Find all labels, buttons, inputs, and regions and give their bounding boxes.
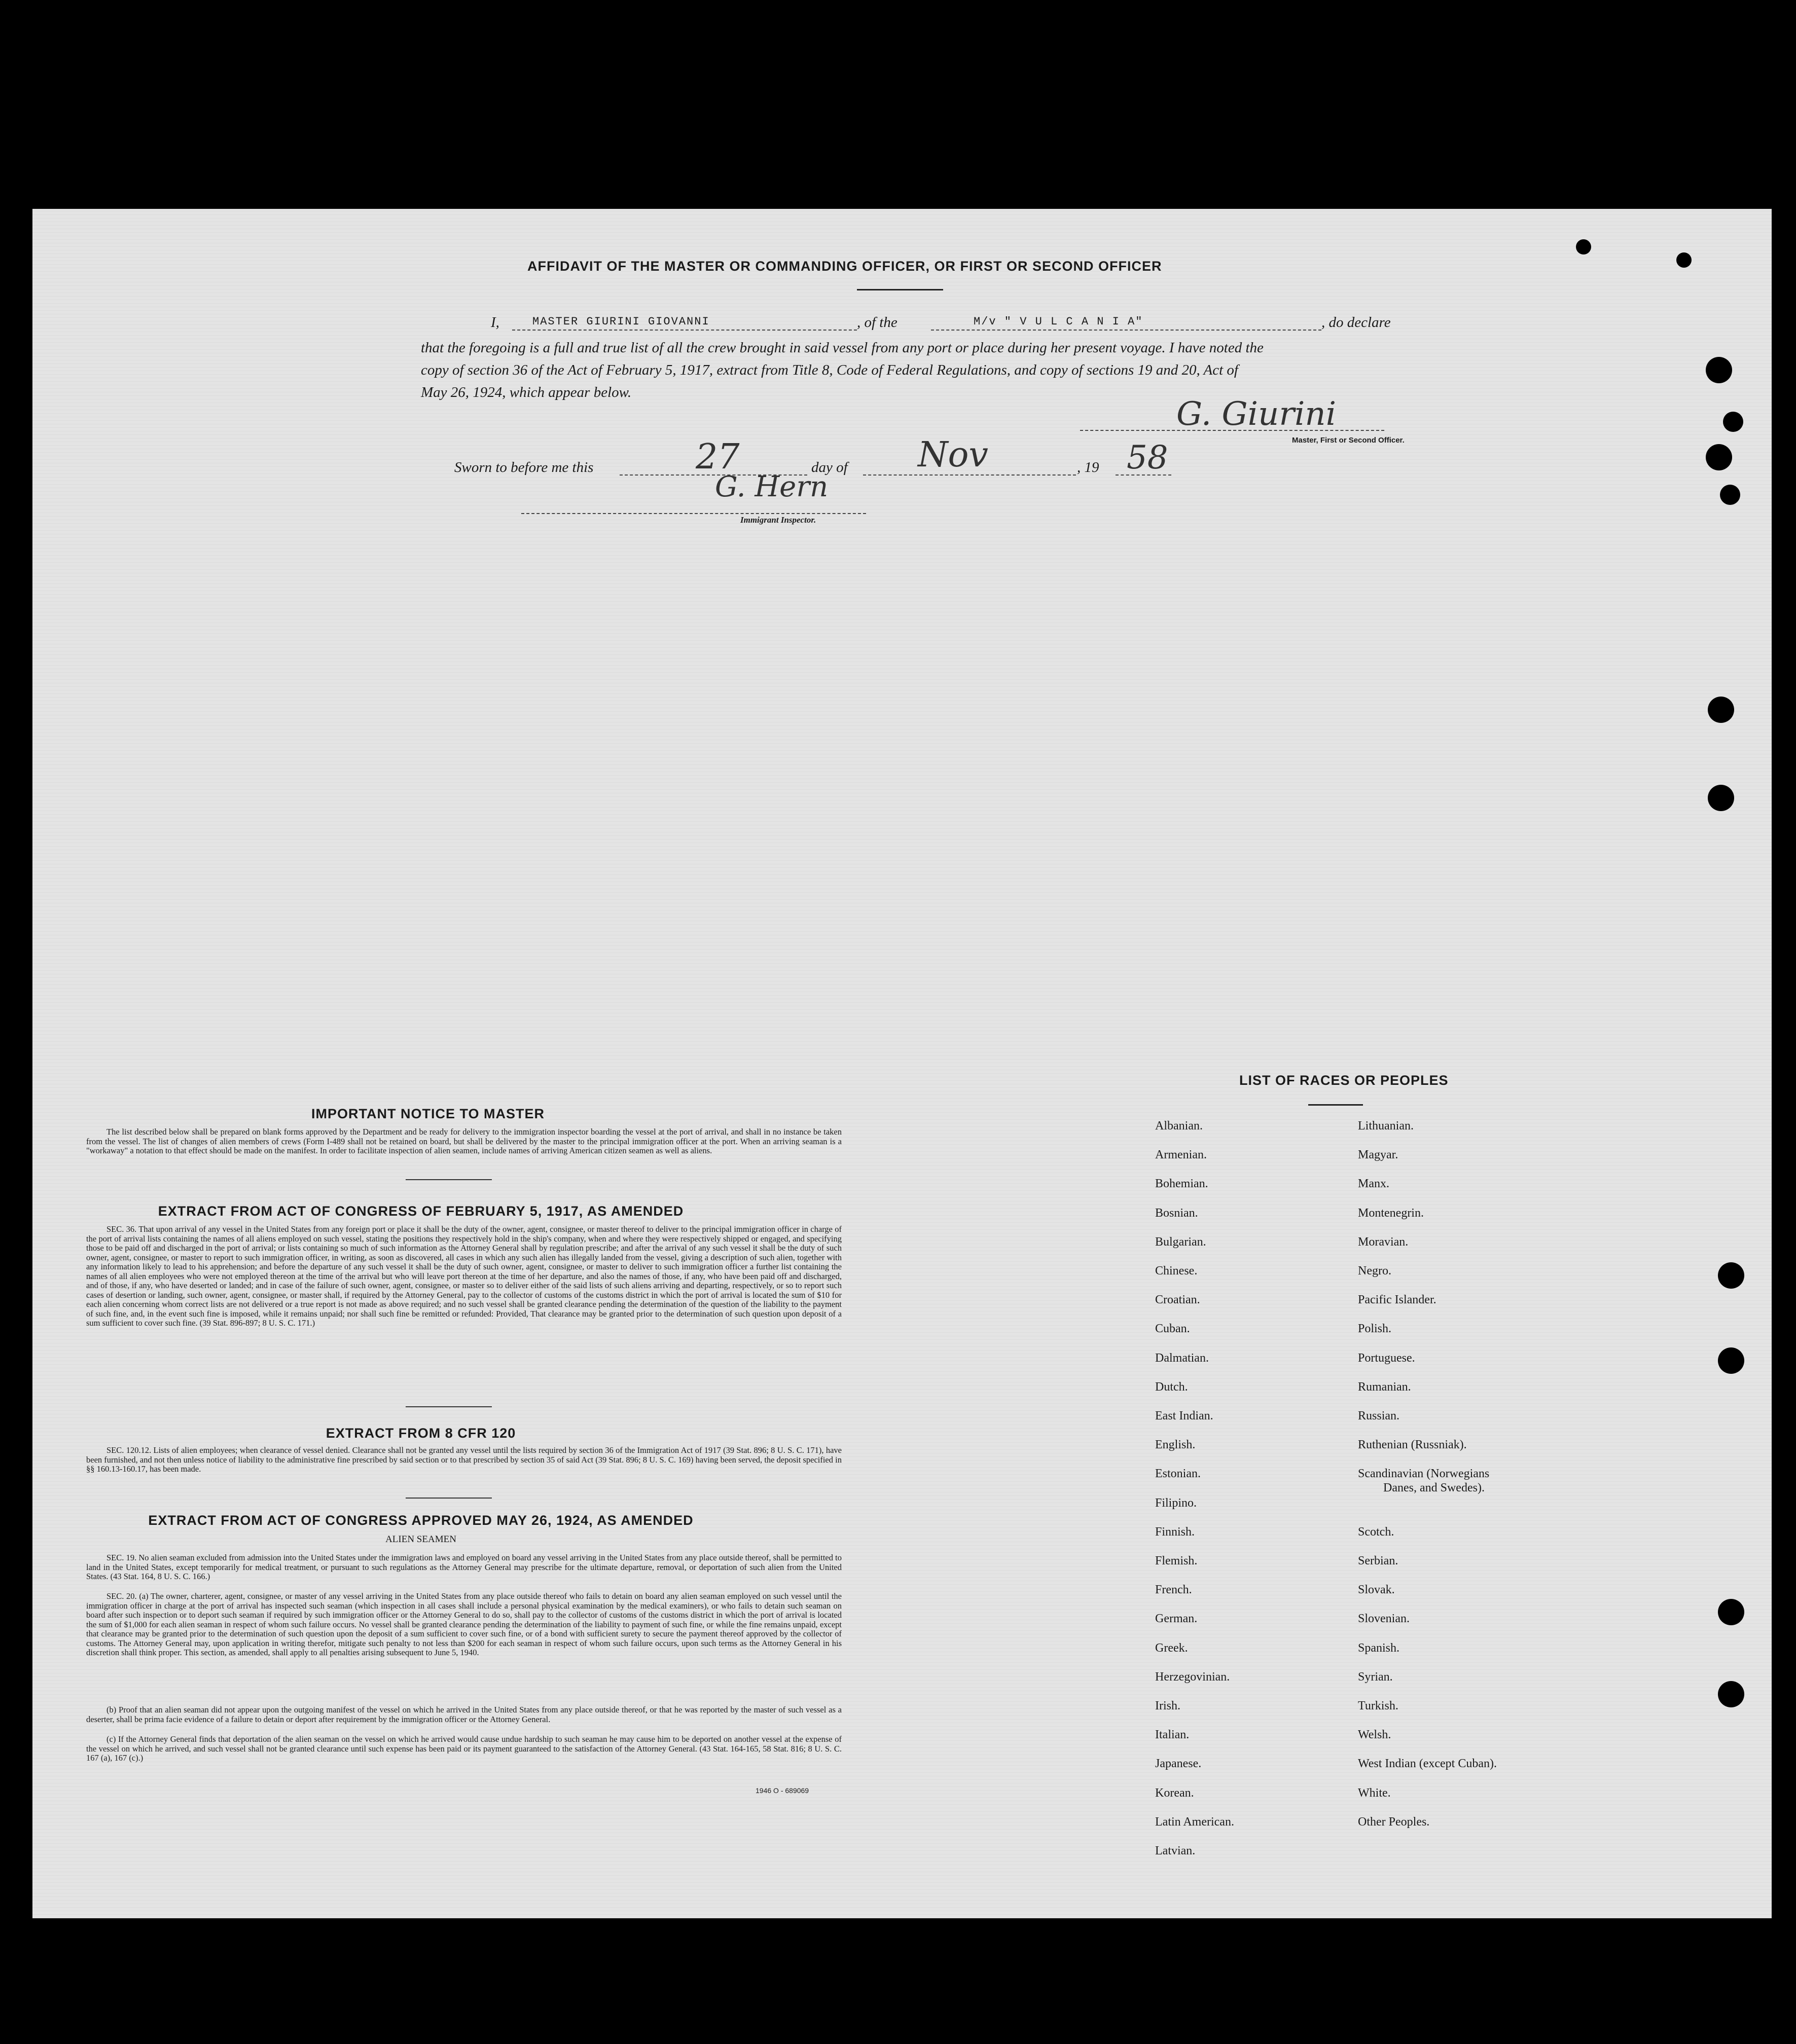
race-item: Cuban. [1155, 1322, 1190, 1335]
affidavit-text-line: that the foregoing is a full and true list of all the crew brought in said vessel from any port or place during her present voyage. I have noted the [421, 340, 1264, 356]
extract-1924-title: EXTRACT FROM ACT OF CONGRESS APPROVED MAY 26, 1924, AS AMENDED [148, 1513, 694, 1528]
extract-1924-sec20c: (c) If the Attorney General finds that deportation of the alien seaman on the vessel on which he arrived would cause undue hardship to such seaman he may cause him to be deported on another vessel at the expense of the vessel on which he arrived, and such vessel shall not be granted clearance until such expense has been paid or its payment guaranteed to the satisfaction of the Attorney General. (43 Stat. 164-165, 58 Stat. 816; 8 U. S. C. 167 (a), 167 (c).) [86, 1734, 842, 1763]
extract-1924-subtitle: ALIEN SEAMEN [385, 1534, 456, 1545]
extract-cfr-title: EXTRACT FROM 8 CFR 120 [326, 1426, 516, 1441]
race-item: Herzegovinian. [1155, 1670, 1230, 1684]
race-item: Spanish. [1358, 1641, 1400, 1655]
sworn-month-field: Nov [918, 435, 988, 475]
do-declare-label: , do declare [1321, 314, 1391, 331]
extract-1924-sec20a: SEC. 20. (a) The owner, charterer, agent, consignee, or master of any vessel arriving in the United States from any place outside thereof who fails to detain on board any alien seaman employed on such vessel until the immigration officer in charge at the port of arrival has inspected such seaman (which inspection in all cases shall include a personal physical examination by the medical examiners), or who fails to detain such seaman on board after such inspection or to deport such seaman if required by such immigration officer or the Attorney General to do so, shall pay to the collector of customs of the customs district in which the port of arrival is located the sum of $1,000 for each alien seaman in respect of whom such failure occurs. No vessel shall be granted clearance pending the determination of the liability to payment of such fine, or while the fine remains unpaid, except that clearance may be granted prior to the determination of such question upon the deposit of a sum sufficient to cover such fine, or of a bond with sufficient surety to secure the payment thereof approved by the collector of customs. The Attorney General may, upon application in writing therefor, mitigate such penalty to not less than $200 for each seaman in respect of whom such failure occurs, upon such terms as the Attorney General in his discretion shall think proper. This section, as amended, shall apply to all penalties arising subsequent to June 5, 1940. [86, 1591, 842, 1657]
punch-hole [1720, 485, 1740, 505]
race-item: Bulgarian. [1155, 1235, 1206, 1249]
notice-text: The list described below shall be prepared on blank forms approved by the Department and be ready for delivery to the immigration inspector boarding the vessel at the port of arrival, and shall in no instance be taken from the vessel. The list of changes of alien members of crews (Form I-489 shall not be retained on board, but shall be delivered by the master to the principal immigration officer at the port. When an arriving seaman is a "workaway" a notation to that effect should be made on the manifest. In order to facilitate inspection of alien seamen, include names of arriving American citizen seamen as well as aliens. [86, 1127, 842, 1155]
i-label: I, [491, 314, 499, 331]
race-item: Serbian. [1358, 1554, 1398, 1567]
race-item: Croatian. [1155, 1293, 1200, 1306]
affidavit-text-line: copy of section 36 of the Act of February 5, 1917, extract from Title 8, Code of Federal Regulations, and copy of sections 19 and 20, Act of [421, 362, 1238, 378]
race-item: Scandinavian (Norwegians [1358, 1467, 1490, 1480]
race-item: Rumanian. [1358, 1380, 1411, 1394]
race-item: Filipino. [1155, 1496, 1197, 1510]
year-prefix-label: , 19 [1077, 459, 1099, 476]
sworn-day-field: 27 [696, 437, 740, 477]
section-rule [406, 1498, 492, 1499]
extract-cfr-text: SEC. 120.12. Lists of alien employees; when clearance of vessel denied. Clearance shall not be granted any vessel until the lists required by section 36 of the Immigration Act of 1917 (39 Stat. 896; 8 U. S. C. 171), have been furnished, and not then unless notice of liability to the administrative fine prescribed by said section or to that prescribed by section 35 of said Act (39 Stat. 896; 8 U. S. C. 169) having been served, the deposit specified in §§ 160.13-160.17, has been made. [86, 1445, 842, 1474]
punch-hole [1718, 1681, 1744, 1707]
punch-hole [1718, 1347, 1744, 1374]
race-item: Magyar. [1358, 1148, 1398, 1161]
section-rule [406, 1406, 492, 1407]
race-item: Ruthenian (Russniak). [1358, 1438, 1467, 1451]
punch-hole [1718, 1262, 1744, 1289]
affidavit-title: AFFIDAVIT OF THE MASTER OR COMMANDING OFFICER, OR FIRST OR SECOND OFFICER [527, 259, 1162, 274]
punch-hole [1718, 1599, 1744, 1625]
race-item: Russian. [1358, 1409, 1400, 1422]
race-item: Dutch. [1155, 1380, 1188, 1394]
race-item: Pacific Islander. [1358, 1293, 1436, 1306]
race-item: German. [1155, 1612, 1198, 1625]
race-item: Dalmatian. [1155, 1352, 1209, 1365]
punch-hole [1706, 357, 1732, 383]
race-item: Albanian. [1155, 1119, 1203, 1133]
race-item: Bosnian. [1155, 1207, 1198, 1220]
sworn-label: Sworn to before me this [454, 459, 594, 476]
races-title-underline [1308, 1104, 1363, 1106]
race-item: Estonian. [1155, 1467, 1201, 1480]
punch-hole [1676, 252, 1692, 268]
race-item: Slovenian. [1358, 1612, 1410, 1625]
master-name-field: MASTER GIURINI GIOVANNI [532, 315, 710, 328]
race-item: Armenian. [1155, 1148, 1207, 1161]
race-item: Slovak. [1358, 1583, 1395, 1596]
sworn-year-field: 58 [1127, 439, 1168, 477]
race-item: Italian. [1155, 1728, 1190, 1741]
inspector-caption: Immigrant Inspector. [740, 515, 816, 525]
race-item: Welsh. [1358, 1728, 1391, 1741]
notice-title: IMPORTANT NOTICE TO MASTER [311, 1106, 545, 1121]
race-item: Manx. [1358, 1177, 1389, 1190]
race-item: Syrian. [1358, 1670, 1393, 1684]
race-item: Latin American. [1155, 1815, 1234, 1829]
race-item: Bohemian. [1155, 1177, 1208, 1190]
race-item: Latvian. [1155, 1844, 1196, 1857]
punch-hole [1708, 785, 1734, 811]
race-item: Flemish. [1155, 1554, 1198, 1567]
race-item: Moravian. [1358, 1235, 1409, 1249]
race-item: Turkish. [1358, 1699, 1398, 1712]
day-of-label: day of [811, 459, 848, 476]
race-item: Polish. [1358, 1322, 1392, 1335]
race-item: French. [1155, 1583, 1192, 1596]
punch-hole [1706, 444, 1732, 470]
of-the-label: , of the [857, 314, 897, 331]
print-code: 1946 O - 689069 [756, 1786, 809, 1795]
punch-hole [1723, 412, 1743, 432]
master-signature: G. Giurini [1176, 395, 1337, 433]
extract-1924-sec19: SEC. 19. No alien seaman excluded from admission into the United States under the immigration laws and employed on board any vessel arriving in the United States from any place outside thereof, shall be permitted to land in the United States, except temporarily for medical treatment, or pursuant to such regulations as the Attorney General may prescribe for the ultimate departure, removal, or deportation of such alien from the United States. (43 Stat. 164, 8 U. S. C. 166.) [86, 1553, 842, 1581]
race-item: Danes, and Swedes). [1383, 1481, 1485, 1494]
race-item: Irish. [1155, 1699, 1180, 1712]
race-item: English. [1155, 1438, 1196, 1451]
section-rule [406, 1179, 492, 1180]
race-item: Lithuanian. [1358, 1119, 1414, 1133]
title-underline [857, 289, 943, 290]
race-item: Finnish. [1155, 1525, 1195, 1539]
inspector-signature: G. Hern [715, 470, 829, 503]
race-item: Scotch. [1358, 1525, 1394, 1539]
race-item: Portuguese. [1358, 1352, 1415, 1365]
race-item: Chinese. [1155, 1264, 1198, 1278]
race-item: East Indian. [1155, 1409, 1213, 1422]
affidavit-text-line: May 26, 1924, which appear below. [421, 384, 632, 400]
race-item: Greek. [1155, 1641, 1188, 1655]
extract-1924-sec20b: (b) Proof that an alien seaman did not appear upon the outgoing manifest of the vessel on which he arrived in the United States from any place outside thereof, or that he was reported by the master of such vessel as a deserter, shall be prima facie evidence of a failure to detain or deport after requirement by the immigration officer or the Attorney General. [86, 1705, 842, 1724]
race-item: Other Peoples. [1358, 1815, 1430, 1829]
race-item: Japanese. [1155, 1757, 1202, 1770]
race-item: West Indian (except Cuban). [1358, 1757, 1497, 1770]
signature-caption: Master, First or Second Officer. [1292, 436, 1405, 445]
punch-hole [1576, 239, 1591, 254]
extract-1917-title: EXTRACT FROM ACT OF CONGRESS OF FEBRUARY 5, 1917, AS AMENDED [158, 1203, 684, 1219]
race-item: Korean. [1155, 1786, 1194, 1800]
vessel-name-field: M/v " V U L C A N I A" [974, 315, 1143, 328]
extract-1917-text: SEC. 36. That upon arrival of any vessel in the United States from any foreign port or place it shall be the duty of the owner, agent, consignee, or master thereof to deliver to the principal immigration officer in charge of the port of arrival lists containing the names of all aliens employed on such vessel, stating the positions they respectively hold in the ship's company, when and where they were respectively shipped or engaged, and specifying those to be paid off and discharged in the port of arrival; or lists containing so much of such information as the Attorney General shall by regulation prescribe; and after the arrival of any such vessel it shall be the duty of such owner, agent, consignee, or master to report to such immigration officer, in writing, as soon as discovered, all cases in which any such alien has illegally landed from the vessel, giving a description of such alien, together with any information likely to lead to his apprehension; and before the departure of any such vessel it shall be the duty of such owner, agent, consignee, or master to deliver to such immigration officer a further list containing the names of all alien employees who were not employed thereon at the time of the arrival but who will leave port thereon at the time of her departure, and also the names of those, if any, who have been paid off and discharged, and of those, if any, who have deserted or landed; and in case of the failure of such owner, agent, consignee, or master so to deliver either of the said lists of such aliens arriving and departing, respectively, or so to report such cases of desertion or landing, such owner, agent, consignee, or master shall, if required by the Attorney General, pay to the collector of customs of the customs district in which the port of arrival is located the sum of $10 for each alien concerning whom correct lists are not delivered or a true report is not made as above required; and no such vessel shall be granted clearance pending the determination of the question of the liability to the payment of such fine, and, in the event such fine is imposed, while it remains unpaid; nor shall such fine be remitted or refunded: Provided, That clearance may be granted prior to the determination of such question upon deposit of a sum sufficient to cover such fine. (39 Stat. 896-897; 8 U. S. C. 171.) [86, 1224, 842, 1328]
race-item: Negro. [1358, 1264, 1391, 1278]
race-item: Montenegrin. [1358, 1207, 1424, 1220]
punch-hole [1708, 697, 1734, 723]
race-item: White. [1358, 1786, 1391, 1800]
races-title: LIST OF RACES OR PEOPLES [1239, 1073, 1449, 1088]
